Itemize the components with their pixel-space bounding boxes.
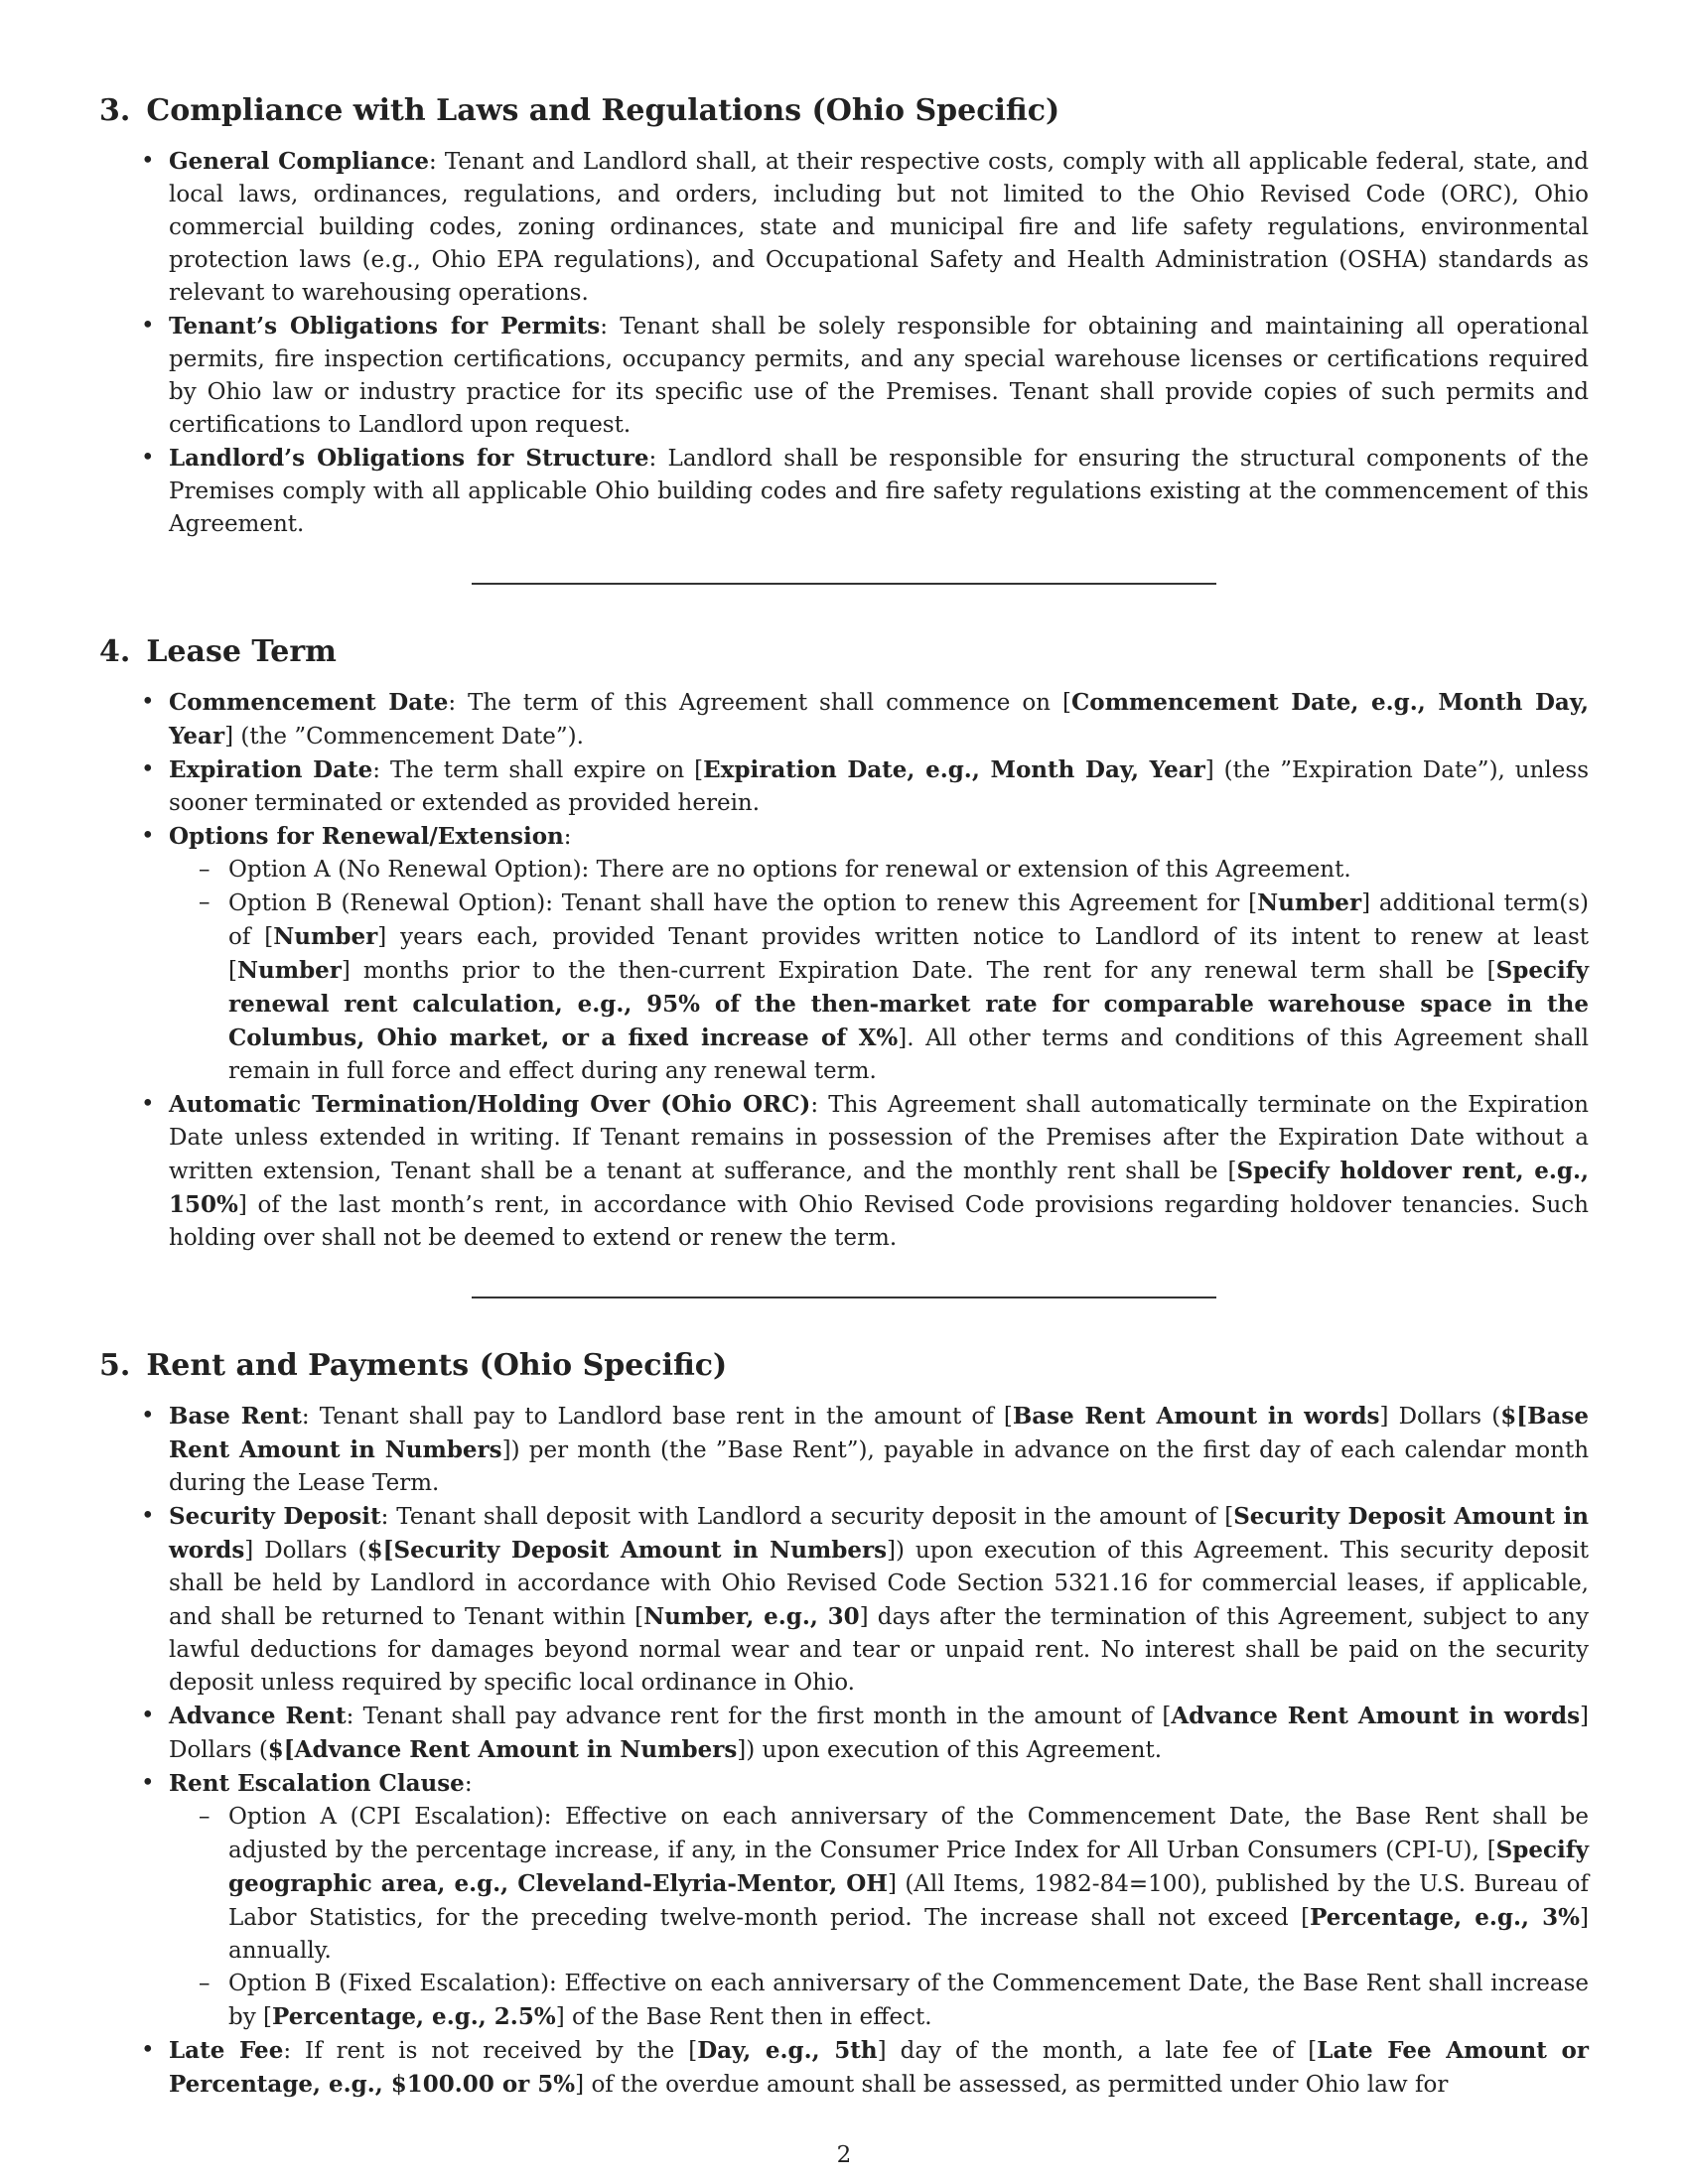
list-item: • Base Rent: Tenant shall pay to Landlord base rent in the amount of [Base Rent Amount in words] Dollars ($[Base Rent Amount in Numbers]) per month (the ”Base Rent”), payable in advance on the first day of each calendar month during the Lease Term. <box>169 1400 1589 1500</box>
list-item: • Commencement Date: The term of this Agreement shall commence on [Commencement Date, e.g., Month Day, Year] (the ”Commencement Date”). <box>169 686 1589 753</box>
sub-list-item: – Option B (Fixed Escalation): Effective on each anniversary of the Commencement Date, the Base Rent shall increase by [Percentage, e.g., 2.5%] of the Base Rent then in effect. <box>228 1968 1589 2034</box>
section-number: 4. <box>99 634 131 669</box>
list-item: • Rent Escalation Clause: – Option A (CPI Escalation): Effective on each anniversary of the Commencement Date, the Base Rent shall be adjusted by the percentage increase, if any, in the Consumer Price Index for All Urban Consumers (CPI-U), [Specify geographic area, e.g., Cleveland-Elyria-Mentor, OH] (All Items, 1982-84=100), published by the U.S. Bureau of Labor Statistics, for the preceding twelve-month period. The increase shall not exceed [Percentage, e.g., 3%] annually. – Option B (Fixed Escalation): Effective on each anniversary of the Commencement Date, the Base Rent shall increase by [Percentage, e.g., 2.5%] of the Base Rent then in effect. <box>169 1767 1589 2034</box>
item-label: General Compliance <box>169 148 429 175</box>
sub-list <box>169 1801 1589 2034</box>
section-divider <box>472 1297 1216 1298</box>
sub-list-item: – Option A (CPI Escalation): Effective on each anniversary of the Commencement Date, the Base Rent shall be adjusted by the percentage increase, if any, in the Consumer Price Index for All Urban Consumers (CPI-U), [Specify geographic area, e.g., Cleveland-Elyria-Mentor, OH] (All Items, 1982-84=100), published by the U.S. Bureau of Labor Statistics, for the preceding twelve-month period. The increase shall not exceed [Percentage, e.g., 3%] annually. <box>228 1801 1589 1968</box>
bullet-list <box>99 686 1589 1255</box>
item-label: Tenant’s Obligations for Permits <box>169 313 601 340</box>
document-page <box>99 91 1589 2102</box>
bullet-list <box>99 1400 1589 2102</box>
list-item: • General Compliance: Tenant and Landlord shall, at their respective costs, comply with all applicable federal, state, and local laws, ordinances, regulations, and orders, including but not limited to the Ohio Revised Code (ORC), Ohio commercial building codes, zoning ordinances, state and municipal fire and life safety regulations, environmental protection laws (e.g., Ohio EPA regulations), and Occupational Safety and Health Administration (OSHA) standards as relevant to warehousing operations. <box>169 145 1589 310</box>
section-heading <box>99 91 1589 131</box>
section-title: Compliance with Laws and Regulations (Ohio Specific) <box>146 93 1060 128</box>
sub-list-item: – Option B (Renewal Option): Tenant shall have the option to renew this Agreement for [Number] additional term(s) of [Number] years each, provided Tenant provides written notice to Landlord of its intent to renew at least [Number] months prior to the then-current Expiration Date. The rent for any renewal term shall be [Specify renewal rent calculation, e.g., 95% of the then-market rate for comparable warehouse space in the Columbus, Ohio market, or a fixed increase of X%]. All other terms and conditions of this Agreement shall remain in full force and effect during any renewal term. <box>228 887 1589 1088</box>
list-item: • Expiration Date: The term shall expire on [Expiration Date, e.g., Month Day, Year] (the ”Expiration Date”), unless sooner terminated or extended as provided herein. <box>169 753 1589 820</box>
list-item: • Landlord’s Obligations for Structure: Landlord shall be responsible for ensuring the structural components of the Premises comply with all applicable Ohio building codes and fire safety regulations existing at the commencement of this Agreement. <box>169 442 1589 541</box>
sub-list-item: – Option A (No Renewal Option): There are no options for renewal or extension of this Agreement. <box>228 854 1589 887</box>
list-item: • Late Fee: If rent is not received by the [Day, e.g., 5th] day of the month, a late fee of [Late Fee Amount or Percentage, e.g., $100.00 or 5%] of the overdue amount shall be assessed, as permitted under Ohio law for <box>169 2034 1589 2102</box>
section-title: Lease Term <box>146 634 337 669</box>
section-rent-payments <box>99 1346 1589 2102</box>
sub-list <box>169 854 1589 1088</box>
section-number: 3. <box>99 93 131 128</box>
list-item: • Automatic Termination/Holding Over (Ohio ORC): This Agreement shall automatically terminate on the Expiration Date unless extended in writing. If Tenant remains in possession of the Premises after the Expiration Date without a written extension, Tenant shall be a tenant at sufferance, and the monthly rent shall be [Specify holdover rent, e.g., 150%] of the last month’s rent, in accordance with Ohio Revised Code provisions regarding holdover tenancies. Such holding over shall not be deemed to extend or renew the term. <box>169 1088 1589 1255</box>
section-title: Rent and Payments (Ohio Specific) <box>146 1348 728 1383</box>
section-divider <box>472 583 1216 585</box>
section-lease-term <box>99 632 1589 1255</box>
list-item: • Tenant’s Obligations for Permits: Tenant shall be solely responsible for obtaining and maintaining all operational permits, fire inspection certifications, occupancy permits, and any special warehouse licenses or certifications required by Ohio law or industry practice for its specific use of the Premises. Tenant shall provide copies of such permits and certifications to Landlord upon request. <box>169 310 1589 442</box>
page-number: 2 <box>836 2142 852 2168</box>
list-item: • Options for Renewal/Extension: – Option A (No Renewal Option): There are no options for renewal or extension of this Agreement. – Option B (Renewal Option): Tenant shall have the option to renew this Agreement for [Number] additional term(s) of [Number] years each, provided Tenant provides written notice to Landlord of its intent to renew at least [Number] months prior to the then-current Expiration Date. The rent for any renewal term shall be [Specify renewal rent calculation, e.g., 95% of the then-market rate for comparable warehouse space in the Columbus, Ohio market, or a fixed increase of X%]. All other terms and conditions of this Agreement shall remain in full force and effect during any renewal term. <box>169 820 1589 1088</box>
list-item: • Security Deposit: Tenant shall deposit with Landlord a security deposit in the amount of [Security Deposit Amount in words] Dollars ($[Security Deposit Amount in Numbers]) upon execution of this Agreement. This security deposit shall be held by Landlord in accordance with Ohio Revised Code Section 5321.16 for commercial leases, if applicable, and shall be returned to Tenant within [Number, e.g., 30] days after the termination of this Agreement, subject to any lawful deductions for damages beyond normal wear and tear or unpaid rent. No interest shall be paid on the security deposit unless required by specific local ordinance in Ohio. <box>169 1500 1589 1700</box>
bullet-list <box>99 145 1589 541</box>
item-label: Landlord’s Obligations for Structure <box>169 445 649 472</box>
list-item: • Advance Rent: Tenant shall pay advance rent for the first month in the amount of [Advance Rent Amount in words] Dollars ($[Advance Rent Amount in Numbers]) upon execution of this Agreement. <box>169 1700 1589 1767</box>
section-heading <box>99 1346 1589 1386</box>
section-compliance <box>99 91 1589 541</box>
section-number: 5. <box>99 1348 131 1383</box>
section-heading <box>99 632 1589 672</box>
